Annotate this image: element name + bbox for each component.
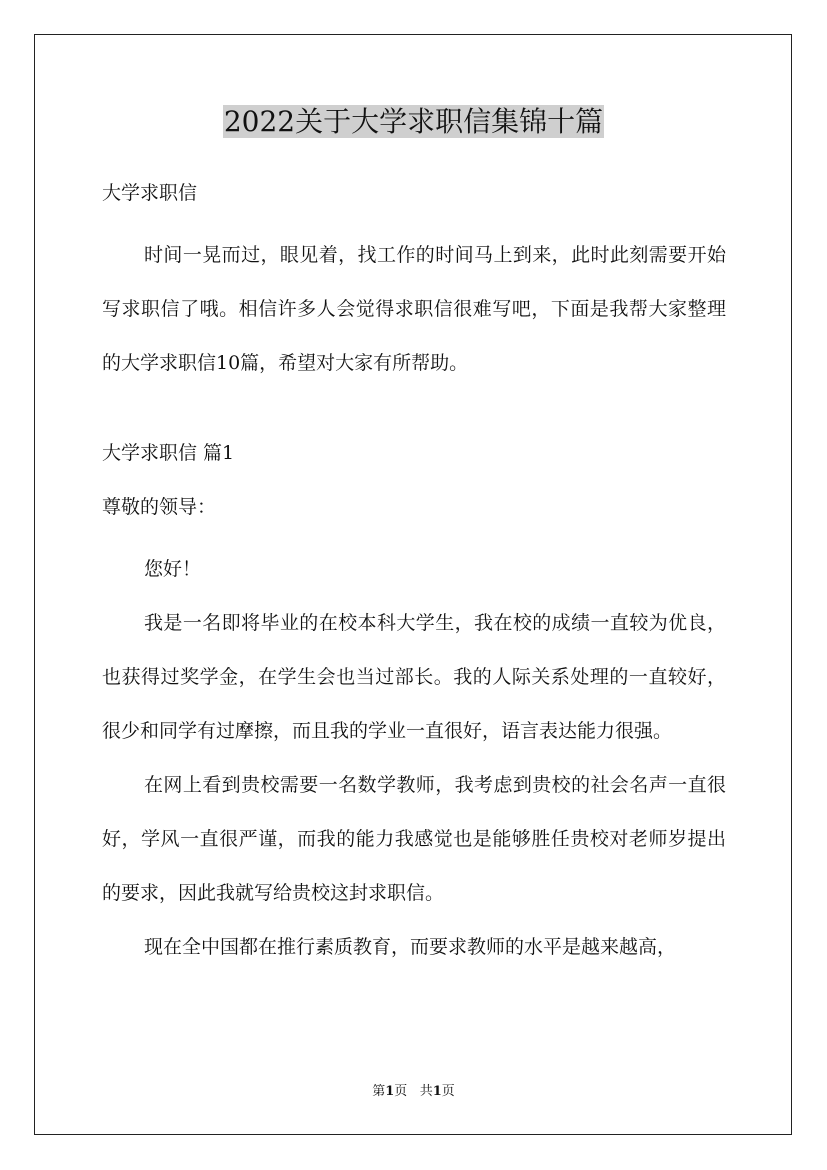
total-suffix: 页 — [441, 1084, 455, 1099]
document-title: 2022关于大学求职信集锦十篇 — [223, 105, 604, 138]
greeting: 您好！ — [144, 558, 202, 580]
page-footer — [0, 1082, 827, 1102]
intro-paragraph: 时间一晃而过，眼见着，找工作的时间马上到来，此时此刻需要开始写求职信了哦。相信许多人会觉得求职信很难写吧，下面是我帮大家整理的大学求职信10篇，希望对大家有所帮助。 — [102, 244, 726, 374]
body-paragraph-3: 现在全中国都在推行素质教育，而要求教师的水平是越来越高， — [144, 936, 677, 958]
total-prefix: 共 — [419, 1084, 433, 1099]
salutation: 尊敬的领导： — [102, 496, 217, 518]
page-number: 1 — [385, 1084, 395, 1099]
page-prefix: 第 — [372, 1084, 386, 1099]
document-body — [102, 174, 726, 974]
paragraph-spacer — [102, 390, 726, 434]
section-label: 大学求职信 — [102, 182, 198, 204]
article-heading: 大学求职信 篇1 — [102, 442, 235, 464]
page-suffix: 页 — [394, 1084, 408, 1099]
body-paragraph-2: 在网上看到贵校需要一名数学教师，我考虑到贵校的社会名声一直很好，学风一直很严谨，而我的能力我感觉也是能够胜任贵校对老师岁提出的要求，因此我就写给贵校这封求职信。 — [102, 774, 726, 904]
total-pages: 1 — [432, 1084, 442, 1099]
body-paragraph-1: 我是一名即将毕业的在校本科大学生，我在校的成绩一直较为优良，也获得过奖学金，在学生会也当过部长。我的人际关系处理的一直较好，很少和同学有过摩擦，而且我的学业一直很好，语言表达能力很强。 — [102, 612, 726, 742]
